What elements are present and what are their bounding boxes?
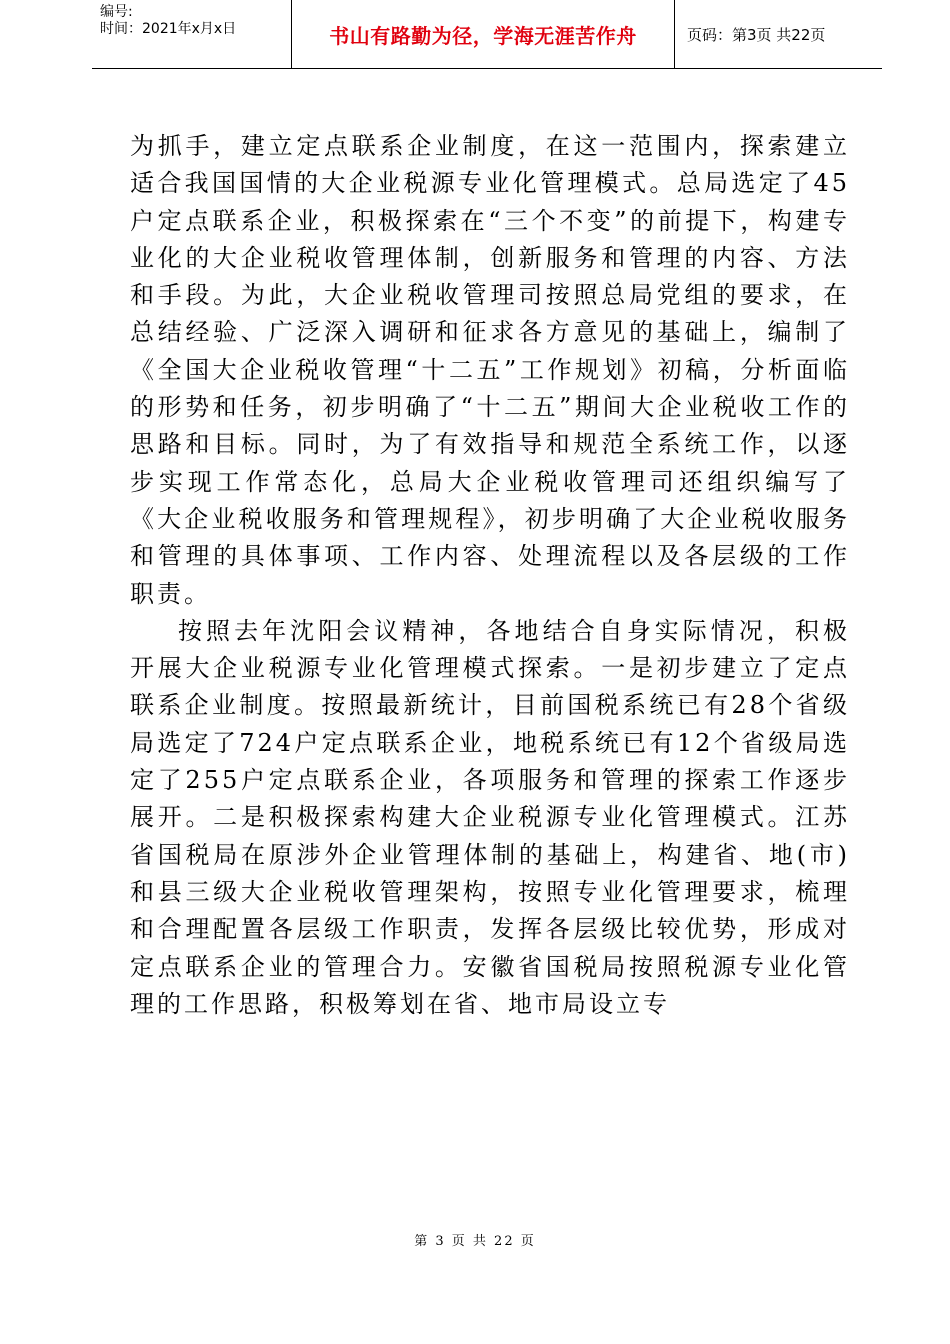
time-label: 时间：2021年x月x日 bbox=[100, 21, 237, 37]
header-motto: 书山有路勤为径，学海无涯苦作舟 bbox=[292, 0, 675, 68]
serial-number-label: 编号: bbox=[100, 4, 133, 20]
header-page-info: 页码：第3页 共22页 bbox=[687, 25, 826, 44]
document-body bbox=[130, 128, 850, 1023]
page-header bbox=[92, 0, 882, 69]
page-footer: 第 3 页 共 22 页 bbox=[414, 1234, 536, 1249]
header-meta bbox=[92, 0, 292, 68]
paragraph: 按照去年沈阳会议精神，各地结合自身实际情况，积极开展大企业税源专业化管理模式探索。一是初步建立了定点联系企业制度。按照最新统计，目前国税系统已有28个省级局选定了724户定点联系企业，地税系统已有12个省级局选定了255户定点联系企业，各项服务和管理的探索工作逐步展开。二是积极探索构建大企业税源专业化管理模式。江苏省国税局在原涉外企业管理体制的基础上，构建省、地(市)和县三级大企业税收管理架构，按照专业化管理要求，梳理和合理配置各层级工作职责，发挥各层级比较优势，形成对定点联系企业的管理合力。安徽省国税局按照税源专业化管理的工作思路，积极筹划在省、地市局设立专 bbox=[130, 616, 850, 1018]
paragraph-continued: 为抓手，建立定点联系企业制度，在这一范围内，探索建立适合我国国情的大企业税源专业化管理模式。总局选定了45户定点联系企业，积极探索在“三个不变”的前提下，构建专业化的大企业税收管理体制，创新服务和管理的内容、方法和手段。为此，大企业税收管理司按照总局党组的要求，在总结经验、广泛深入调研和征求各方意见的基础上，编制了《全国大企业税收管理“十二五”工作规划》初稿，分析面临的形势和任务，初步明确了“十二五”期间大企业税收工作的思路和目标。同时，为了有效指导和规范全系统工作，以逐步实现工作常态化，总局大企业税收管理司还组织编写了《大企业税收服务和管理规程》，初步明确了大企业税收服务和管理的具体事项、工作内容、处理流程以及各层级的工作职责。 bbox=[130, 132, 850, 608]
